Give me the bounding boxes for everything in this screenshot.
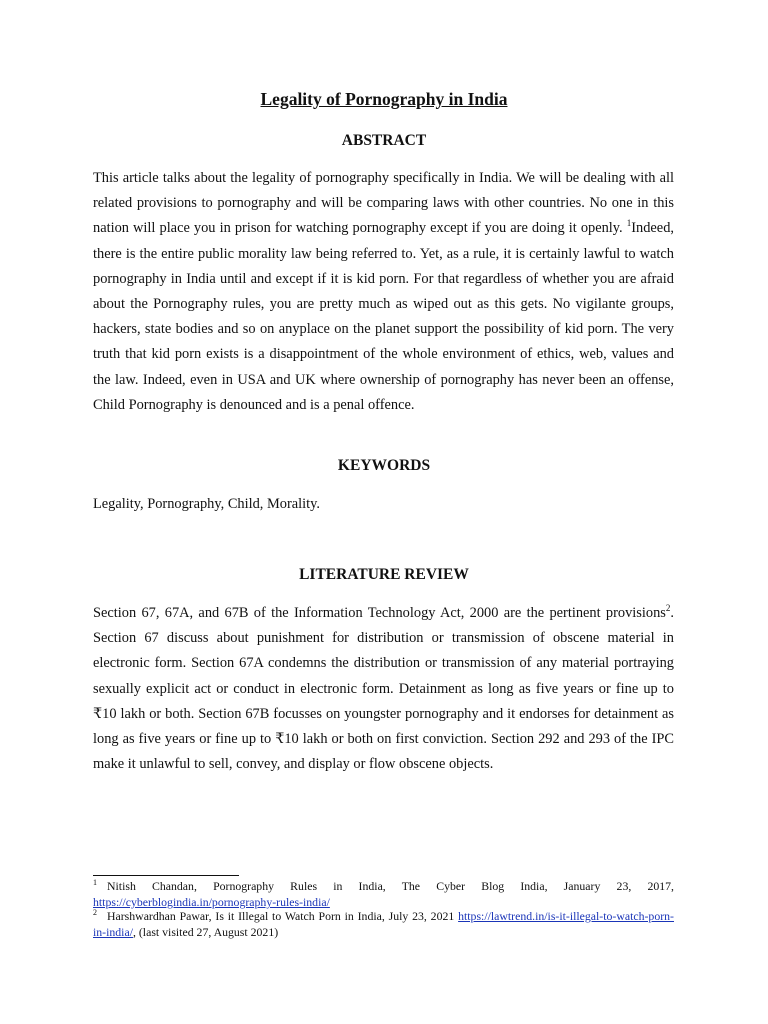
abstract-text-part-2: Indeed, there is the entire public morality law being referred to. Yet, as a rule, it is certainly lawful to watch pornography in India until and except if it is kid porn. For that regardless of whether you are afraid about the Pornography rules, you are pretty much as wiped out as this gets. No vigilante groups, hackers, state bodies and so on anyplace on the planet support the possibility of kid porn. The very truth that kid porn exists is a disappointment of the whole environment of ethics, web, values and the law. Indeed, even in USA and UK where ownership of pornography has never been an offense, Child Pornography is denounced and is a penal offence. bbox=[93, 220, 674, 413]
abstract-paragraph bbox=[93, 166, 674, 418]
footnote-2-mark: 2 bbox=[93, 908, 97, 918]
footnote-2-text: Harshwardhan Pawar, Is it Illegal to Watch Porn in India, July 23, 2021 bbox=[107, 909, 459, 923]
footnote-2-trailing: , (last visited 27, August 2021) bbox=[132, 925, 279, 939]
footnote-ref-1[interactable]: 1 bbox=[626, 218, 632, 229]
literature-review-text-part-2: . Section 67 discuss about punishment for distribution or transmission of obscene material in electronic form. Section 67A condemns the distribution or transmission of any material portraying sexually explicit act or conduct in electronic form. Detainment as long as five years or fine up to ₹10 lakh or both. Section 67B focusses on youngster pornography and it endorses for detainment as long as five years or fine up to ₹10 lakh or both on first conviction. Section 292 and 293 of the IPC make it unlawful to sell, convey, and display or flow obscene objects. bbox=[93, 605, 674, 773]
literature-review-paragraph bbox=[93, 601, 674, 777]
literature-review-text-part-1: Section 67, 67A, and 67B of the Information Technology Act, 2000 are the pertinent provisions bbox=[93, 605, 666, 621]
footnote-ref-2[interactable]: 2 bbox=[665, 603, 671, 614]
footnote-1-text: Nitish Chandan, Pornography Rules in India, The Cyber Blog India, January 23, 2017, bbox=[107, 879, 674, 893]
footnote-1-link[interactable]: https://cyberblogindia.in/pornography-rules-india/ bbox=[93, 895, 330, 909]
abstract-heading: ABSTRACT bbox=[341, 132, 427, 149]
abstract-text-part-1: This article talks about the legality of pornography specifically in India. We will be dealing with all related provisions to pornography and will be comparing laws with other countries. No one in this nation will place you in prison for watching pornography except if you are doing it openly. bbox=[93, 170, 674, 237]
keywords-text: Legality, Pornography, Child, Morality. bbox=[93, 496, 321, 512]
document-title: Legality of Pornography in India bbox=[260, 89, 508, 109]
footnote-2 bbox=[93, 908, 674, 940]
literature-review-heading: LITERATURE REVIEW bbox=[299, 566, 469, 583]
footnote-1-mark: 1 bbox=[93, 878, 97, 888]
footnote-1 bbox=[93, 878, 674, 910]
keywords-heading: KEYWORDS bbox=[337, 457, 431, 474]
footnote-2-link[interactable]: https://lawtrend.in/is-it-illegal-to-watch-porn-in-india/ bbox=[93, 909, 674, 939]
footnote-separator bbox=[93, 875, 239, 876]
